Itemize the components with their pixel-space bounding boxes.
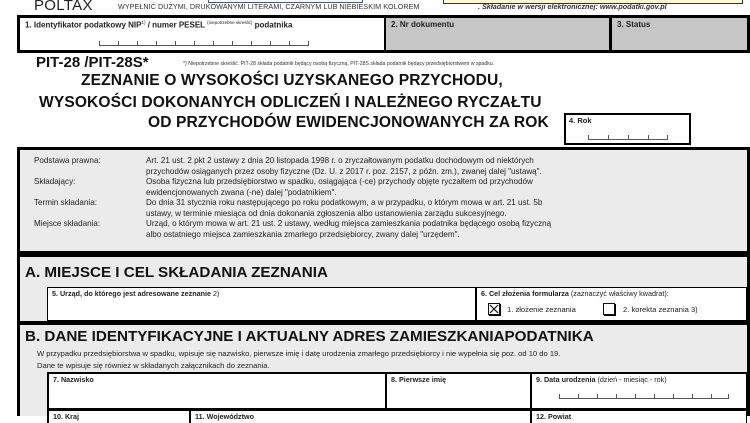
year-field[interactable]	[564, 113, 691, 145]
brand-logo: POLTAX	[34, 0, 93, 14]
form-code: PIT-28 /PIT-28S*	[36, 54, 149, 71]
purpose-field	[476, 287, 747, 321]
section-a-title: A. MIEJSCE I CEL SKŁADANIA ZEZNANIA	[25, 264, 328, 281]
status-field[interactable]	[612, 18, 747, 50]
fill-instruction: WYPEŁNIĆ DUŻYMI, DRUKOWANYMI LITERAMI, CZARNYM LUB NIEBIESKIM KOLOREM	[118, 2, 420, 11]
document-number-label: 2. Nr dokumentu	[391, 20, 455, 29]
year-digit-ticks	[588, 136, 668, 140]
surname-label: 7. Nazwisko	[53, 375, 94, 384]
country-field[interactable]	[47, 409, 190, 423]
section-a	[17, 257, 750, 325]
birth-date-field[interactable]	[531, 372, 747, 409]
county-label: 12. Powiat	[536, 412, 572, 421]
tax-office-label: 5. Urząd, do którego jest adresowane zeznanie 2)	[52, 289, 220, 298]
section-b-note-2: Dane te wpisuje się również w składanych załącznikach do zeznania.	[37, 361, 270, 370]
form-title-line-3: OD PRZYCHODÓW EWIDENCJONOWANYCH ZA ROK	[148, 114, 549, 131]
form-title-line-1: ZEZNANIE O WYSOKOŚCI UZYSKANEGO PRZYCHODU,	[81, 72, 503, 89]
voivodeship-field[interactable]	[190, 409, 531, 423]
status-label: 3. Status	[617, 20, 651, 29]
surname-field[interactable]	[47, 372, 386, 409]
birth-date-ticks	[559, 395, 729, 399]
document-number-field[interactable]	[386, 18, 609, 50]
nip-pesel-field[interactable]	[20, 18, 384, 50]
first-name-label: 8. Pierwsze imię	[391, 375, 447, 384]
section-b	[17, 325, 750, 421]
section-b-title: B. DANE IDENTYFIKACYJNE I AKTUALNY ADRES ZAMIESZKANIAPODATNIKA	[25, 328, 594, 345]
nip-digit-ticks	[99, 42, 309, 46]
birth-date-label: 9. Data urodzenia (dzień - miesiąc - rok)	[536, 375, 667, 384]
section-b-note-1: W przypadku przedsiębiorstwa w spadku, wpisuje się nazwisko, pierwsze imię i datę urodzenia zmarłego przedsiębiorcy i nie wypełnia się poz. od 10 do 19.	[37, 349, 561, 358]
nip-pesel-label: 1. Identyfikator podatkowy NIP$^{1)}$ / numer PESEL $^{(niepotrzebne skreślić)}$ podatnika	[25, 20, 293, 30]
header-fields-row	[17, 15, 750, 53]
country-label: 10. Kraj	[53, 412, 79, 421]
year-label: 4. Rok	[569, 116, 592, 125]
option-correction-label: 2. korekta zeznania 3)	[623, 305, 698, 314]
checkbox-filing[interactable]	[488, 303, 500, 315]
purpose-label: 6. Cel złożenia formularza (zaznaczyć właściwy kwadrat):	[481, 289, 669, 298]
electronic-filing-note: . Składanie w wersji elektronicznej: www.podatki.gov.pl	[478, 2, 667, 11]
county-field[interactable]	[531, 409, 747, 423]
tax-office-field[interactable]	[47, 287, 476, 321]
option-filing-label: 1. złożenie zeznania	[507, 305, 576, 314]
checkbox-correction[interactable]	[603, 303, 615, 315]
form-title-line-2: WYSOKOŚCI DOKONANYCH ODLICZEŃ I NALEŻNEGO RYCZAŁTU	[39, 94, 542, 111]
voivodeship-label: 11. Województwo	[195, 412, 254, 421]
legal-info-block: Podstawa prawna: Art. 21 ust. 2 pkt 2 ustawy z dnia 20 listopada 1998 r. o zryczałtowanym podatku dochodowym od niektórych przychodów osiąganych przez osoby fizyczne (Dz. U. z 2017 r. poz. 2157, z późn. zm.), zwanej dalej "ustawą". Składający: Osoba fizyczna lub przedsiębiorstwo w spadku, osiągająca (-ce) przychody objęte ryczałtem od przychodów ewidencjonowanych zwana (-ne) dalej "podatnikiem". Termin składania: Do dnia 31 stycznia roku następującego po roku podatkowym, a w przypadku, o którym mowa w art. 21 ust. 5b ustawy, w terminie miesiąca od dnia dokonania zgłoszenia albo ustanowienia zarządu sukcesyjnego. Miejsce składania: Urząd, o którym mowa w art. 21 ust. 2 ustawy, według miejsca zamieszkania podatnika będącego osobą fizyczną albo ostatniego miejsca zamieszkania zmarłego przedsiębiorcy, zwany dalej "urzędem".	[17, 147, 750, 257]
form-code-footnote: *) Niepotrzebne skreślić. PIT-28 składa podatnik będący osobą fizyczną, PIT-28S składa podatnik będący przedsiębiorstwem w spadku.	[183, 61, 495, 67]
first-name-field[interactable]	[386, 372, 531, 409]
x-mark-icon	[489, 304, 499, 314]
